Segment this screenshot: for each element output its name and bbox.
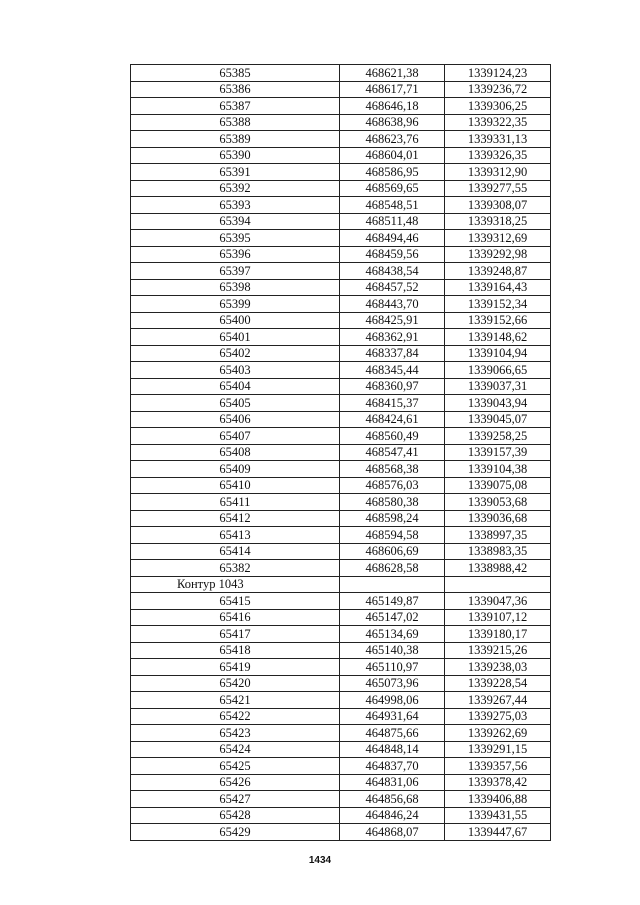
y-coordinate-cell: 1339075,08 (445, 477, 551, 494)
point-number-cell: 65419 (131, 659, 340, 676)
x-coordinate-cell: 468345,44 (340, 362, 445, 379)
y-coordinate-cell: 1339277,55 (445, 180, 551, 197)
x-coordinate-cell: 465140,38 (340, 642, 445, 659)
y-coordinate-cell: 1339053,68 (445, 494, 551, 511)
table-row (131, 807, 551, 824)
x-coordinate-cell: 468457,52 (340, 279, 445, 296)
x-coordinate-cell: 468604,01 (340, 147, 445, 164)
table-row (131, 609, 551, 626)
table-row (131, 213, 551, 230)
point-number-cell: 65394 (131, 213, 340, 230)
y-coordinate-cell: 1339312,69 (445, 230, 551, 247)
x-coordinate-cell: 468560,49 (340, 428, 445, 445)
table-row (131, 675, 551, 692)
y-coordinate-cell: 1339331,13 (445, 131, 551, 148)
y-coordinate-cell: 1339215,26 (445, 642, 551, 659)
point-number-cell: 65403 (131, 362, 340, 379)
table-row (131, 428, 551, 445)
table-row (131, 560, 551, 577)
y-coordinate-cell: 1339318,25 (445, 213, 551, 230)
table-row (131, 395, 551, 412)
table-row (131, 114, 551, 131)
point-number-cell: 65399 (131, 296, 340, 313)
y-coordinate-cell: 1339238,03 (445, 659, 551, 676)
x-coordinate-cell: 464875,66 (340, 725, 445, 742)
y-coordinate-cell: 1339236,72 (445, 81, 551, 98)
x-coordinate-cell: 468598,24 (340, 510, 445, 527)
point-number-cell: 65409 (131, 461, 340, 478)
table-row (131, 527, 551, 544)
table-row (131, 774, 551, 791)
y-coordinate-cell: 1339036,68 (445, 510, 551, 527)
table-row (131, 741, 551, 758)
contour-header-row (131, 576, 551, 593)
point-number-cell: 65398 (131, 279, 340, 296)
y-coordinate-cell: 1339431,55 (445, 807, 551, 824)
point-number-cell: 65387 (131, 98, 340, 115)
contour-label-cell: Контур 1043 (131, 576, 340, 593)
x-coordinate-cell: 468638,96 (340, 114, 445, 131)
point-number-cell: 65421 (131, 692, 340, 709)
x-coordinate-cell: 468646,18 (340, 98, 445, 115)
point-number-cell: 65392 (131, 180, 340, 197)
point-number-cell: 65388 (131, 114, 340, 131)
y-coordinate-cell: 1339037,31 (445, 378, 551, 395)
table-row (131, 725, 551, 742)
x-coordinate-cell: 468438,54 (340, 263, 445, 280)
x-coordinate-cell (340, 576, 445, 593)
table-row (131, 164, 551, 181)
table-row (131, 263, 551, 280)
point-number-cell: 65390 (131, 147, 340, 164)
point-number-cell: 65385 (131, 65, 340, 82)
x-coordinate-cell: 468580,38 (340, 494, 445, 511)
x-coordinate-cell: 468576,03 (340, 477, 445, 494)
point-number-cell: 65420 (131, 675, 340, 692)
x-coordinate-cell: 465149,87 (340, 593, 445, 610)
table-row (131, 758, 551, 775)
x-coordinate-cell: 468511,48 (340, 213, 445, 230)
table-row (131, 197, 551, 214)
point-number-cell: 65427 (131, 791, 340, 808)
point-number-cell: 65402 (131, 345, 340, 362)
y-coordinate-cell: 1339248,87 (445, 263, 551, 280)
table-row (131, 147, 551, 164)
table-row (131, 626, 551, 643)
point-number-cell: 65422 (131, 708, 340, 725)
point-number-cell: 65405 (131, 395, 340, 412)
y-coordinate-cell: 1339104,38 (445, 461, 551, 478)
point-number-cell: 65406 (131, 411, 340, 428)
point-number-cell: 65426 (131, 774, 340, 791)
y-coordinate-cell: 1339152,66 (445, 312, 551, 329)
point-number-cell: 65411 (131, 494, 340, 511)
table-row (131, 65, 551, 82)
x-coordinate-cell: 468459,56 (340, 246, 445, 263)
x-coordinate-cell: 468623,76 (340, 131, 445, 148)
table-row (131, 461, 551, 478)
x-coordinate-cell: 468617,71 (340, 81, 445, 98)
x-coordinate-cell: 468360,97 (340, 378, 445, 395)
y-coordinate-cell: 1339312,90 (445, 164, 551, 181)
y-coordinate-cell: 1339267,44 (445, 692, 551, 709)
point-number-cell: 65407 (131, 428, 340, 445)
point-number-cell: 65391 (131, 164, 340, 181)
x-coordinate-cell: 468628,58 (340, 560, 445, 577)
y-coordinate-cell: 1339107,12 (445, 609, 551, 626)
y-coordinate-cell: 1339292,98 (445, 246, 551, 263)
table-row (131, 180, 551, 197)
x-coordinate-cell: 468606,69 (340, 543, 445, 560)
table-row (131, 477, 551, 494)
table-row (131, 659, 551, 676)
point-number-cell: 65428 (131, 807, 340, 824)
table-row (131, 362, 551, 379)
point-number-cell: 65393 (131, 197, 340, 214)
table-row (131, 692, 551, 709)
table-row (131, 642, 551, 659)
x-coordinate-cell: 464846,24 (340, 807, 445, 824)
point-number-cell: 65408 (131, 444, 340, 461)
y-coordinate-cell: 1339164,43 (445, 279, 551, 296)
x-coordinate-cell: 468568,38 (340, 461, 445, 478)
point-number-cell: 65414 (131, 543, 340, 560)
y-coordinate-cell: 1339262,69 (445, 725, 551, 742)
table-row (131, 345, 551, 362)
point-number-cell: 65410 (131, 477, 340, 494)
point-number-cell: 65416 (131, 609, 340, 626)
table-row (131, 824, 551, 841)
table-row (131, 543, 551, 560)
point-number-cell: 65425 (131, 758, 340, 775)
y-coordinate-cell (445, 576, 551, 593)
y-coordinate-cell: 1339275,03 (445, 708, 551, 725)
y-coordinate-cell: 1339357,56 (445, 758, 551, 775)
table-row (131, 378, 551, 395)
table-row (131, 791, 551, 808)
x-coordinate-cell: 464998,06 (340, 692, 445, 709)
y-coordinate-cell: 1339180,17 (445, 626, 551, 643)
point-number-cell: 65389 (131, 131, 340, 148)
table-row (131, 593, 551, 610)
x-coordinate-cell: 468621,38 (340, 65, 445, 82)
page-number: 1434 (308, 855, 332, 866)
y-coordinate-cell: 1338983,35 (445, 543, 551, 560)
table-row (131, 230, 551, 247)
point-number-cell: 65382 (131, 560, 340, 577)
x-coordinate-cell: 468362,91 (340, 329, 445, 346)
x-coordinate-cell: 464848,14 (340, 741, 445, 758)
point-number-cell: 65396 (131, 246, 340, 263)
y-coordinate-cell: 1339104,94 (445, 345, 551, 362)
point-number-cell: 65418 (131, 642, 340, 659)
y-coordinate-cell: 1338997,35 (445, 527, 551, 544)
y-coordinate-cell: 1339322,35 (445, 114, 551, 131)
y-coordinate-cell: 1339291,15 (445, 741, 551, 758)
x-coordinate-cell: 468425,91 (340, 312, 445, 329)
x-coordinate-cell: 464837,70 (340, 758, 445, 775)
x-coordinate-cell: 468547,41 (340, 444, 445, 461)
table-row (131, 411, 551, 428)
y-coordinate-cell: 1339258,25 (445, 428, 551, 445)
table-row (131, 510, 551, 527)
y-coordinate-cell: 1339148,62 (445, 329, 551, 346)
point-number-cell: 65424 (131, 741, 340, 758)
table-row (131, 444, 551, 461)
y-coordinate-cell: 1339043,94 (445, 395, 551, 412)
point-number-cell: 65413 (131, 527, 340, 544)
point-number-cell: 65417 (131, 626, 340, 643)
table-row (131, 296, 551, 313)
y-coordinate-cell: 1339378,42 (445, 774, 551, 791)
x-coordinate-cell: 465134,69 (340, 626, 445, 643)
y-coordinate-cell: 1339045,07 (445, 411, 551, 428)
table-row (131, 494, 551, 511)
x-coordinate-cell: 468424,61 (340, 411, 445, 428)
point-number-cell: 65401 (131, 329, 340, 346)
y-coordinate-cell: 1339066,65 (445, 362, 551, 379)
table-row (131, 279, 551, 296)
table-row (131, 708, 551, 725)
y-coordinate-cell: 1339447,67 (445, 824, 551, 841)
x-coordinate-cell: 468494,46 (340, 230, 445, 247)
x-coordinate-cell: 464868,07 (340, 824, 445, 841)
x-coordinate-cell: 468443,70 (340, 296, 445, 313)
point-number-cell: 65386 (131, 81, 340, 98)
x-coordinate-cell: 468548,51 (340, 197, 445, 214)
table-row (131, 98, 551, 115)
x-coordinate-cell: 465110,97 (340, 659, 445, 676)
x-coordinate-cell: 468337,84 (340, 345, 445, 362)
x-coordinate-cell: 464831,06 (340, 774, 445, 791)
table-row (131, 312, 551, 329)
x-coordinate-cell: 468594,58 (340, 527, 445, 544)
y-coordinate-cell: 1339157,39 (445, 444, 551, 461)
table-row (131, 329, 551, 346)
x-coordinate-cell: 464856,68 (340, 791, 445, 808)
x-coordinate-cell: 464931,64 (340, 708, 445, 725)
y-coordinate-cell: 1338988,42 (445, 560, 551, 577)
y-coordinate-cell: 1339047,36 (445, 593, 551, 610)
x-coordinate-cell: 468415,37 (340, 395, 445, 412)
y-coordinate-cell: 1339228,54 (445, 675, 551, 692)
y-coordinate-cell: 1339308,07 (445, 197, 551, 214)
x-coordinate-cell: 465147,02 (340, 609, 445, 626)
coordinates-table-body (131, 65, 551, 841)
point-number-cell: 65404 (131, 378, 340, 395)
point-number-cell: 65395 (131, 230, 340, 247)
y-coordinate-cell: 1339326,35 (445, 147, 551, 164)
point-number-cell: 65423 (131, 725, 340, 742)
point-number-cell: 65397 (131, 263, 340, 280)
x-coordinate-cell: 468586,95 (340, 164, 445, 181)
y-coordinate-cell: 1339406,88 (445, 791, 551, 808)
point-number-cell: 65400 (131, 312, 340, 329)
table-row (131, 246, 551, 263)
table-row (131, 131, 551, 148)
y-coordinate-cell: 1339306,25 (445, 98, 551, 115)
point-number-cell: 65412 (131, 510, 340, 527)
x-coordinate-cell: 465073,96 (340, 675, 445, 692)
y-coordinate-cell: 1339124,23 (445, 65, 551, 82)
coordinates-table (130, 64, 551, 841)
x-coordinate-cell: 468569,65 (340, 180, 445, 197)
point-number-cell: 65415 (131, 593, 340, 610)
table-row (131, 81, 551, 98)
y-coordinate-cell: 1339152,34 (445, 296, 551, 313)
point-number-cell: 65429 (131, 824, 340, 841)
